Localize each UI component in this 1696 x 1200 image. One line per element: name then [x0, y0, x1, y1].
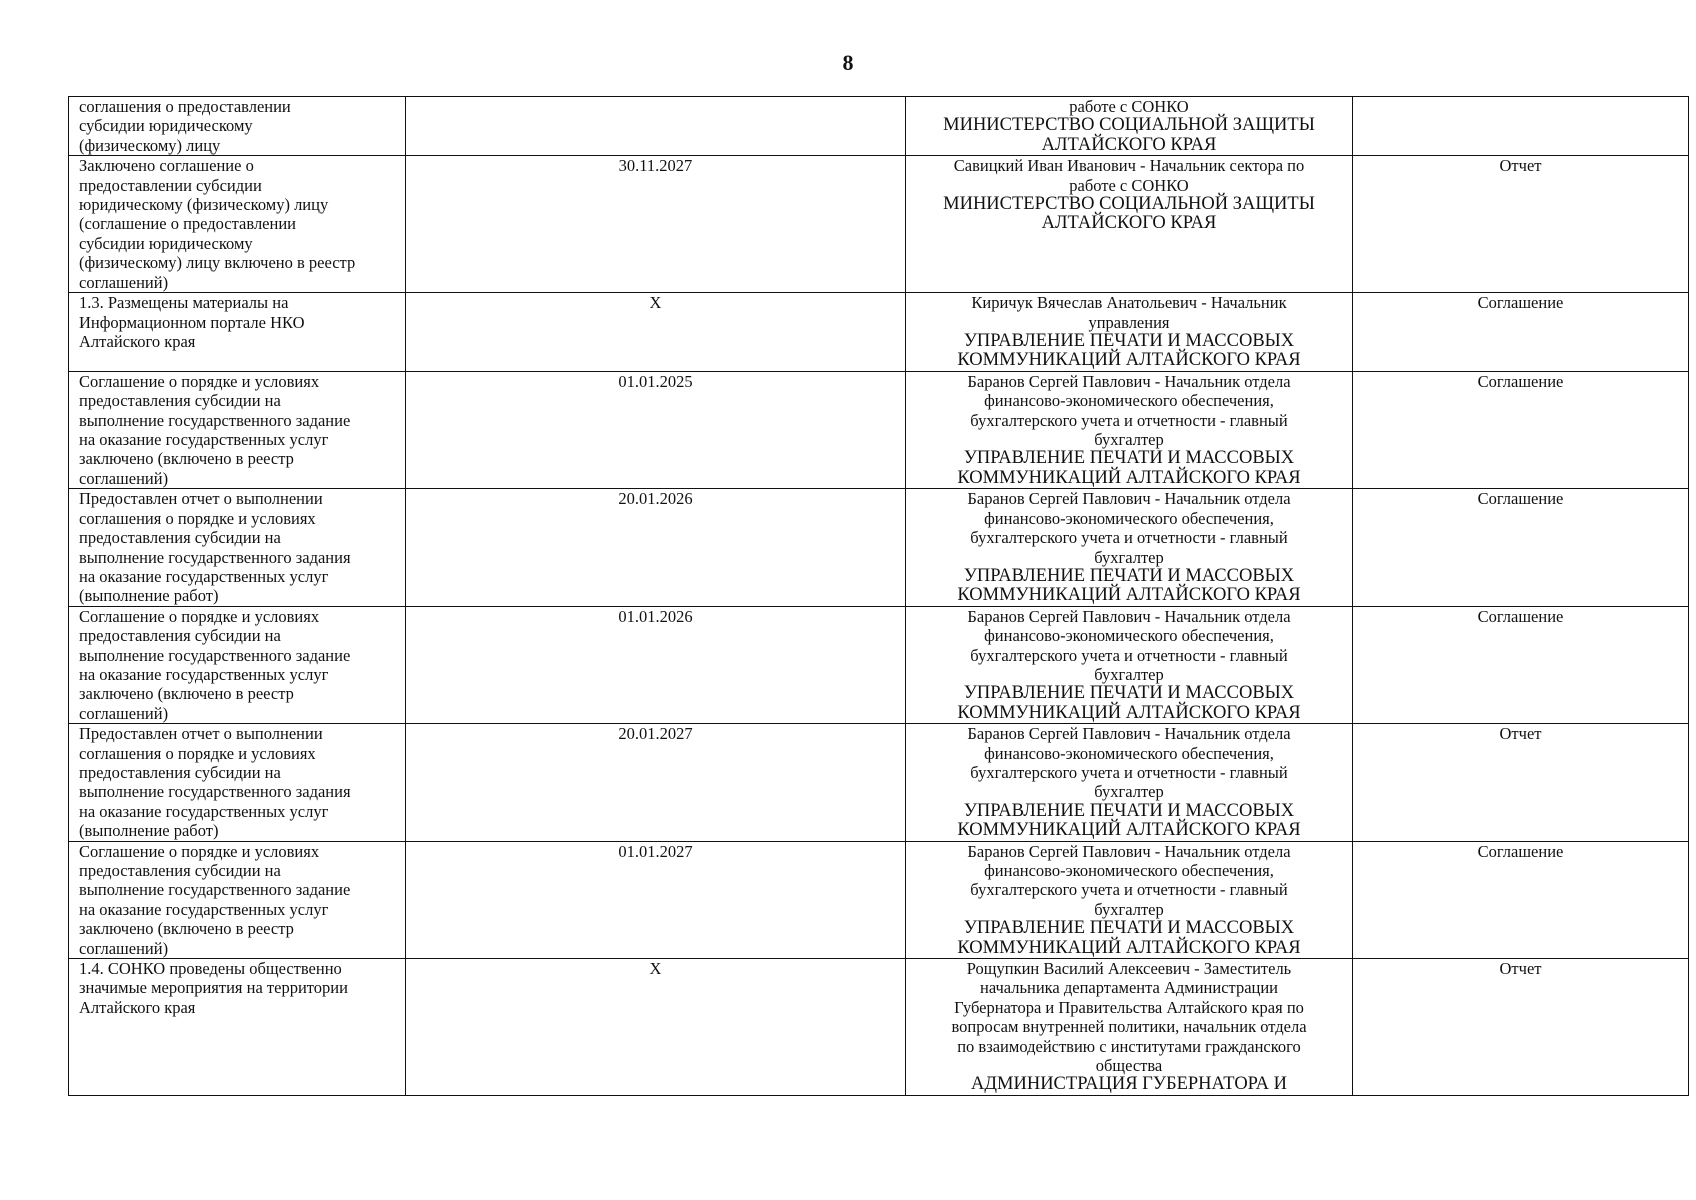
responsible-organization-line: КОММУНИКАЦИЙ АЛТАЙСКОГО КРАЯ — [957, 820, 1301, 841]
event-text-line: предоставлении субсидии — [79, 175, 262, 195]
event-text-line: выполнение государственного задание — [79, 880, 351, 900]
event-text-line: Соглашение о порядке и условиях — [79, 371, 320, 391]
document-type-cell: Отчет — [1353, 724, 1689, 841]
document-type-cell: Соглашение — [1353, 489, 1689, 606]
event-text-line: (выполнение работ) — [79, 821, 219, 841]
event-text-line: субсидии юридическому — [79, 233, 253, 253]
responsible-organization-line: МИНИСТЕРСТВО СОЦИАЛЬНОЙ ЗАЩИТЫ — [943, 115, 1315, 136]
event-text-line: Информационном портале НКО — [79, 312, 305, 332]
date-cell: X — [406, 293, 906, 372]
plan-table-body — [69, 97, 1689, 1096]
responsible-person-line: вопросам внутренней политики, начальник отдела — [951, 1017, 1307, 1037]
responsible-person-line: бухгалтер — [1094, 899, 1164, 919]
table-row — [69, 959, 1689, 1096]
responsible-person-line: Савицкий Иван Иванович - Начальник сектора по — [953, 156, 1305, 176]
responsible-person-line: бухгалтерского учета и отчетности - главный — [970, 762, 1288, 782]
document-type-cell: Соглашение — [1353, 293, 1689, 372]
event-text-line: выполнение государственного задания — [79, 782, 351, 802]
event-text-line: Предоставлен отчет о выполнении — [79, 489, 323, 509]
table-row — [69, 97, 1689, 156]
responsible-person-line: бухгалтер — [1094, 430, 1164, 450]
event-text-line: (физическому) лицу включено в реестр — [79, 253, 356, 273]
date-cell — [406, 97, 906, 156]
responsible-organization-line: УПРАВЛЕНИЕ ПЕЧАТИ И МАССОВЫХ — [963, 565, 1295, 586]
event-cell — [69, 97, 406, 156]
event-text-line: соглашения о предоставлении — [79, 97, 291, 116]
event-text-line: соглашений) — [79, 703, 169, 723]
event-text-line: 1.3. Размещены материалы на — [79, 293, 289, 313]
event-text-line: на оказание государственных услуг — [79, 566, 329, 586]
table-row — [69, 293, 1689, 372]
responsible-cell — [906, 97, 1353, 156]
responsible-organization-line: КОММУНИКАЦИЙ АЛТАЙСКОГО КРАЯ — [957, 937, 1301, 958]
date-cell: X — [406, 959, 906, 1096]
responsible-organization-line: АЛТАЙСКОГО КРАЯ — [1041, 213, 1217, 234]
table-row — [69, 156, 1689, 293]
event-text-line: соглашений) — [79, 938, 169, 958]
event-text-line: предоставления субсидии на — [79, 528, 281, 548]
document-type-cell: Отчет — [1353, 156, 1689, 293]
responsible-person-line: работе с СОНКО — [1069, 97, 1189, 116]
responsible-cell — [906, 293, 1353, 372]
responsible-organization-line: УПРАВЛЕНИЕ ПЕЧАТИ И МАССОВЫХ — [963, 331, 1295, 352]
responsible-cell — [906, 156, 1353, 293]
responsible-person-line: Губернатора и Правительства Алтайского края по — [954, 997, 1304, 1017]
responsible-person-line: Баранов Сергей Павлович - Начальник отдела — [967, 841, 1291, 861]
responsible-person-line: бухгалтер — [1094, 664, 1164, 684]
responsible-organization-line: УПРАВЛЕНИЕ ПЕЧАТИ И МАССОВЫХ — [963, 918, 1295, 939]
document-type-cell: Соглашение — [1353, 606, 1689, 723]
event-text-line: предоставления субсидии на — [79, 861, 281, 880]
event-text-line: заключено (включено в реестр — [79, 919, 294, 939]
table-row — [69, 724, 1689, 841]
event-text-line: соглашения о порядке и условиях — [79, 508, 316, 528]
event-text-line: заключено (включено в реестр — [79, 449, 294, 469]
responsible-person-line: работе с СОНКО — [1069, 175, 1189, 195]
event-cell — [69, 724, 406, 841]
table-row — [69, 841, 1689, 958]
event-text-line: на оказание государственных услуг — [79, 664, 329, 684]
event-text-line: предоставления субсидии на — [79, 762, 281, 782]
responsible-person-line: общества — [1095, 1056, 1163, 1076]
event-text-line: (соглашение о предоставлении — [79, 214, 296, 234]
event-text-line: значимые мероприятия на территории — [79, 978, 348, 998]
date-cell: 01.01.2027 — [406, 841, 906, 958]
date-cell: 20.01.2027 — [406, 724, 906, 841]
table-row — [69, 606, 1689, 723]
event-text-line: 1.4. СОНКО проведены общественно — [79, 959, 342, 979]
date-cell: 01.01.2026 — [406, 606, 906, 723]
event-cell — [69, 606, 406, 723]
event-text-line: юридическому (физическому) лицу — [79, 195, 329, 215]
responsible-organization-line: КОММУНИКАЦИЙ АЛТАЙСКОГО КРАЯ — [957, 702, 1301, 723]
event-text-line: (выполнение работ) — [79, 586, 219, 606]
responsible-cell — [906, 371, 1353, 488]
event-text-line: (физическому) лицу — [79, 135, 221, 155]
responsible-person-line: Баранов Сергей Павлович - Начальник отдела — [967, 489, 1291, 509]
event-cell — [69, 371, 406, 488]
responsible-cell — [906, 841, 1353, 958]
date-cell: 20.01.2026 — [406, 489, 906, 606]
responsible-person-line: бухгалтер — [1094, 547, 1164, 567]
event-text-line: выполнение государственного задания — [79, 547, 351, 567]
event-text-line: предоставления субсидии на — [79, 391, 281, 411]
event-cell — [69, 293, 406, 372]
responsible-organization-line: УПРАВЛЕНИЕ ПЕЧАТИ И МАССОВЫХ — [963, 683, 1295, 704]
responsible-person-line: финансово-экономического обеспечения, — [984, 743, 1274, 763]
responsible-person-line: начальника департамента Администрации — [979, 978, 1279, 998]
event-text-line: Предоставлен отчет о выполнении — [79, 724, 323, 744]
event-text-line: соглашений) — [79, 272, 169, 292]
responsible-person-line: финансово-экономического обеспечения, — [984, 861, 1274, 880]
document-type-cell: Соглашение — [1353, 841, 1689, 958]
responsible-person-line: Рощупкин Василий Алексеевич - Заместитель — [966, 959, 1292, 979]
event-text-line: заключено (включено в реестр — [79, 684, 294, 704]
event-text-line: субсидии юридическому — [79, 116, 253, 136]
date-cell: 01.01.2025 — [406, 371, 906, 488]
page-number: 8 — [842, 50, 854, 75]
responsible-cell — [906, 724, 1353, 841]
responsible-person-line: финансово-экономического обеспечения, — [984, 626, 1274, 646]
responsible-person-line: бухгалтерского учета и отчетности - главный — [970, 645, 1288, 665]
responsible-cell — [906, 959, 1353, 1096]
responsible-cell — [906, 489, 1353, 606]
event-cell — [69, 489, 406, 606]
event-text-line: соглашений) — [79, 468, 169, 488]
responsible-person-line: Баранов Сергей Павлович - Начальник отдела — [967, 606, 1291, 626]
event-text-line: соглашения о порядке и условиях — [79, 743, 316, 763]
responsible-person-line: бухгалтерского учета и отчетности - главный — [970, 880, 1288, 900]
table-row — [69, 489, 1689, 606]
event-text-line: на оказание государственных услуг — [79, 899, 329, 919]
event-text-line: Алтайского края — [79, 997, 196, 1017]
event-text-line: Заключено соглашение о — [79, 156, 254, 176]
table-row — [69, 371, 1689, 488]
responsible-person-line: бухгалтерского учета и отчетности - главный — [970, 528, 1288, 548]
responsible-organization-line: КОММУНИКАЦИЙ АЛТАЙСКОГО КРАЯ — [957, 350, 1301, 371]
responsible-person-line: Киричук Вячеслав Анатольевич - Начальник — [971, 293, 1287, 313]
date-cell: 30.11.2027 — [406, 156, 906, 293]
responsible-organization-line: УПРАВЛЕНИЕ ПЕЧАТИ И МАССОВЫХ — [963, 800, 1295, 821]
responsible-person-line: финансово-экономического обеспечения, — [984, 508, 1274, 528]
event-text-line: Алтайского края — [79, 332, 196, 352]
plan-table — [68, 96, 1689, 1096]
document-type-cell: Соглашение — [1353, 371, 1689, 488]
responsible-organization-line: КОММУНИКАЦИЙ АЛТАЙСКОГО КРАЯ — [957, 585, 1301, 606]
event-text-line: Соглашение о порядке и условиях — [79, 841, 320, 861]
responsible-person-line: бухгалтерского учета и отчетности - главный — [970, 410, 1288, 430]
event-text-line: Соглашение о порядке и условиях — [79, 606, 320, 626]
event-text-line: выполнение государственного задание — [79, 410, 351, 430]
event-text-line: выполнение государственного задание — [79, 645, 351, 665]
event-text-line: на оказание государственных услуг — [79, 801, 329, 821]
responsible-person-line: бухгалтер — [1094, 782, 1164, 802]
event-cell — [69, 959, 406, 1096]
event-cell — [69, 841, 406, 958]
event-text-line: предоставления субсидии на — [79, 626, 281, 646]
document-type-cell — [1353, 97, 1689, 156]
responsible-person-line: по взаимодействию с институтами гражданского — [957, 1036, 1301, 1056]
responsible-organization-line: АДМИНИСТРАЦИЯ ГУБЕРНАТОРА И — [971, 1074, 1287, 1095]
responsible-organization-line: АЛТАЙСКОГО КРАЯ — [1041, 134, 1217, 155]
document-type-cell: Отчет — [1353, 959, 1689, 1096]
responsible-organization-line: МИНИСТЕРСТВО СОЦИАЛЬНОЙ ЗАЩИТЫ — [943, 194, 1315, 215]
event-cell — [69, 156, 406, 293]
responsible-person-line: Баранов Сергей Павлович - Начальник отдела — [967, 724, 1291, 744]
responsible-organization-line: КОММУНИКАЦИЙ АЛТАЙСКОГО КРАЯ — [957, 467, 1301, 488]
responsible-person-line: управления — [1088, 312, 1170, 332]
responsible-person-line: Баранов Сергей Павлович - Начальник отдела — [967, 371, 1291, 391]
responsible-organization-line: УПРАВЛЕНИЕ ПЕЧАТИ И МАССОВЫХ — [963, 448, 1295, 469]
responsible-cell — [906, 606, 1353, 723]
responsible-person-line: финансово-экономического обеспечения, — [984, 391, 1274, 411]
event-text-line: на оказание государственных услуг — [79, 430, 329, 450]
